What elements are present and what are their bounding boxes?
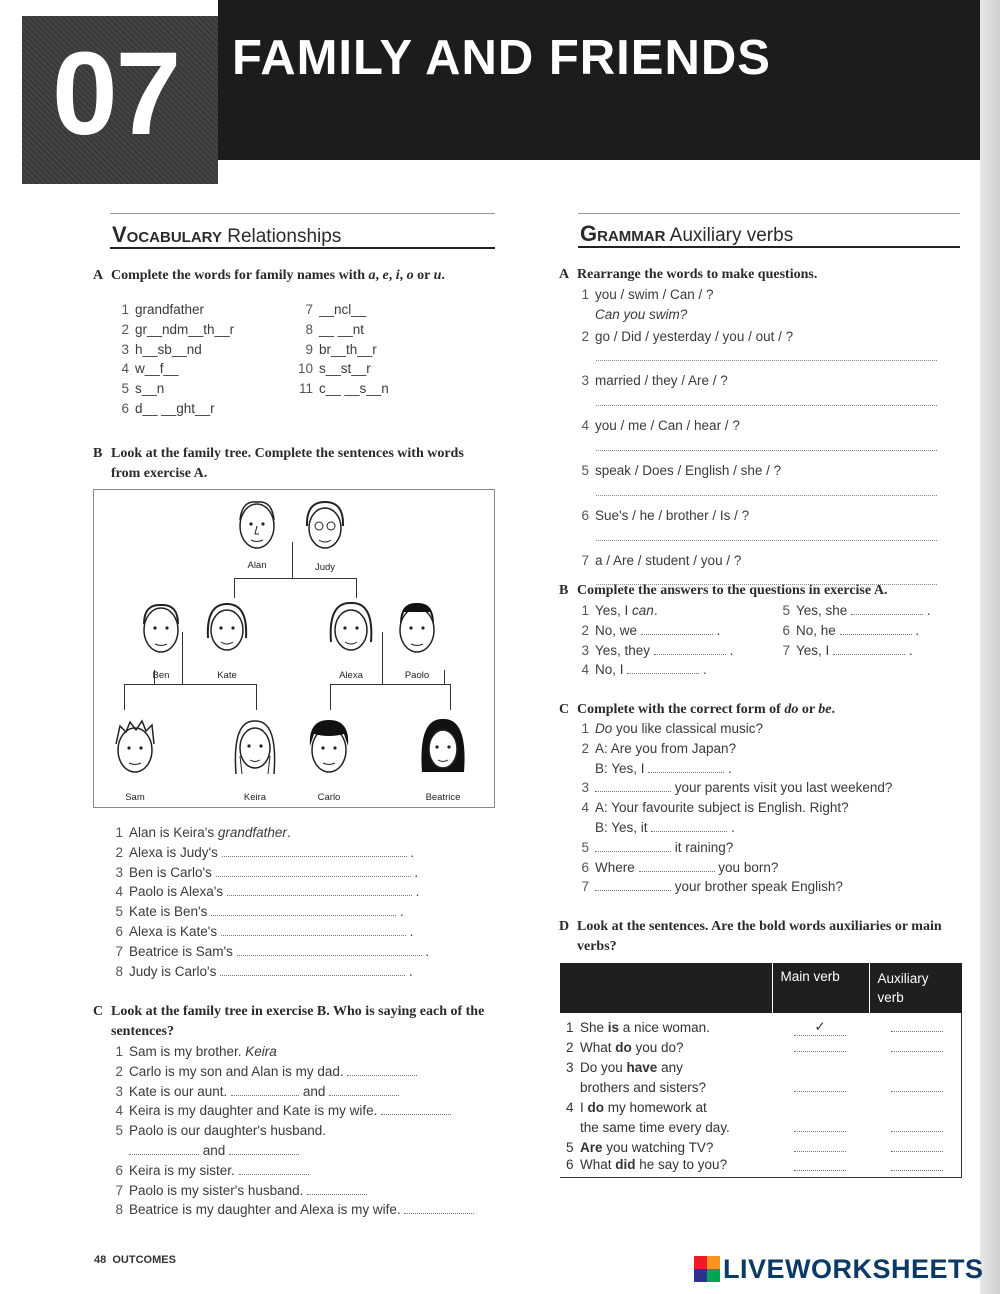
list-item: 5 Paolo is our daughter's husband. [115, 1123, 326, 1139]
family-tree [93, 489, 495, 808]
person-judy-icon [300, 496, 350, 558]
table-row-cont: the same time every day. [560, 1117, 962, 1137]
table-row: 1 She is a nice woman. ✓ [560, 1017, 962, 1037]
answer-blank[interactable] [840, 634, 912, 635]
table-row: 3 Do you have any [560, 1057, 962, 1077]
answer-blank[interactable] [221, 935, 406, 936]
person-keira-icon [230, 716, 280, 778]
list-item: 6 Where you born? [581, 859, 779, 875]
vocab-a-instruction: A Complete the words for family names with a, e, i, o or u. [93, 268, 445, 283]
list-item: 7 Beatrice is Sam's . [115, 943, 430, 959]
unit-title: FAMILY AND FRIENDS [232, 31, 771, 85]
grammar-d-instruction: D Look at the sentences. Are the bold words auxiliaries or main verbs? [559, 919, 942, 954]
vocab-c-instruction: C Look at the family tree in exercise B. Who is saying each of the sentences? [93, 1004, 485, 1039]
answer-line[interactable] [596, 450, 937, 451]
grammar-rule [578, 246, 960, 248]
person-alexa-icon [326, 598, 376, 660]
vocab-a-col1 [112, 300, 302, 419]
list-item: 1 grandfather [121, 302, 205, 317]
person-sam-icon [110, 716, 160, 778]
answer-blank[interactable] [641, 634, 713, 635]
answer-blank[interactable] [627, 673, 699, 674]
list-item: 4 No, I . [581, 662, 707, 678]
grammar-b-instruction: B Complete the answers to the questions in exercise A. [559, 583, 888, 598]
answer-blank[interactable] [404, 1213, 474, 1214]
table-row: 2 What do you do? [560, 1037, 962, 1057]
answer-blank[interactable] [211, 915, 396, 916]
list-item: 4 Keira is my daughter and Kate is my wife. [106, 1101, 501, 1121]
col-main-verb: Main verb [772, 963, 869, 1013]
liveworksheets-logo: LIVEWORKSHEETS [694, 1254, 984, 1285]
tree-name: Carlo [317, 792, 341, 803]
answer-blank[interactable] [220, 975, 405, 976]
person-paolo-icon [392, 598, 442, 660]
answer-blank[interactable] [239, 1174, 309, 1175]
list-item: 11 c__ __s__n [298, 381, 389, 397]
answer-blank[interactable] [595, 851, 671, 852]
answer-blank[interactable] [347, 1075, 417, 1076]
vocab-top-rule [110, 213, 495, 214]
grammar-b-col1 [572, 601, 772, 680]
person-alan-icon [232, 496, 282, 558]
grammar-top-rule [578, 213, 960, 214]
list-item: 6 No, he . [782, 622, 920, 638]
list-item: 5 it raining? [581, 839, 734, 855]
list-item: B: Yes, it . [595, 819, 735, 835]
list-item: 6 Sue's / he / brother / Is / ? [581, 507, 750, 523]
aux-verb-cell[interactable] [891, 1031, 943, 1032]
answer-blank[interactable] [654, 654, 726, 655]
main-verb-cell[interactable] [794, 1051, 846, 1052]
list-item: 6 d__ __ght__r [121, 400, 215, 416]
list-item: B: Yes, I . [595, 760, 732, 776]
answer-blank[interactable] [229, 1154, 299, 1155]
list-item: 5 Kate is Ben's . [115, 904, 404, 920]
grammar-a-items [572, 285, 937, 585]
vocab-rule [110, 247, 495, 249]
vocab-c-items [106, 1042, 501, 1220]
vocab-b-sentences [106, 823, 496, 981]
list-item: 2 go / Did / yesterday / you / out / ? [581, 328, 794, 344]
list-item: 9 br__th__r [305, 341, 377, 357]
col-auxiliary-verb: Auxiliary verb [869, 963, 962, 1013]
logo-icon [694, 1256, 720, 1282]
answer-blank[interactable] [595, 890, 671, 891]
tree-name: Keira [243, 792, 267, 803]
verbs-table [560, 963, 962, 1178]
person-beatrice-icon [418, 716, 468, 778]
person-kate-icon [202, 598, 252, 660]
answer-blank[interactable] [237, 955, 422, 956]
table-row: 6 What did he say to you? [560, 1157, 962, 1177]
list-item: 8 __ __nt [305, 321, 365, 337]
list-item: 5 s__n [121, 381, 165, 397]
list-item: 3 Ben is Carlo's . [115, 864, 419, 880]
list-item: 1 Do you like classical music? [581, 721, 764, 736]
list-item: 2 gr__ndm__th__r [121, 321, 235, 337]
vocab-heading: Vocabulary Relationships [112, 222, 342, 247]
list-item: 8 Judy is Carlo's . [115, 963, 413, 979]
answer-blank[interactable] [833, 654, 905, 655]
list-item: 3 h__sb__nd [121, 341, 202, 357]
tree-name: Alexa [339, 670, 363, 681]
person-ben-icon [136, 598, 186, 660]
unit-number: 07 [52, 28, 180, 160]
list-item: 3 married / they / Are / ? [581, 373, 728, 389]
list-item: 7 a / Are / student / you / ? [581, 552, 742, 568]
answer-blank[interactable] [307, 1194, 367, 1195]
tree-name: Ben [152, 670, 170, 681]
answer-blank[interactable] [222, 856, 407, 857]
answer-blank[interactable] [129, 1154, 199, 1155]
aux-verb-cell[interactable] [891, 1151, 943, 1152]
answer-blank[interactable] [648, 772, 724, 773]
list-item: 4 A: Your favourite subject is English. Right? [581, 800, 849, 816]
list-item: 2 Carlo is my son and Alan is my dad. [106, 1062, 501, 1082]
aux-verb-cell[interactable] [891, 1051, 943, 1052]
list-item: 3 Kate is our aunt. and [106, 1082, 501, 1102]
list-item: 6 Alexa is Kate's . [115, 923, 414, 939]
list-item: 7 Paolo is my sister's husband. [106, 1181, 501, 1201]
answer-line[interactable] [596, 360, 937, 361]
aux-verb-cell[interactable] [891, 1091, 943, 1092]
list-item: 3 your parents visit you last weekend? [581, 780, 893, 796]
answer-blank[interactable] [851, 614, 923, 615]
table-row: 4 I do my homework at [560, 1097, 962, 1117]
list-item: 4 Paolo is Alexa's . [115, 884, 420, 900]
main-verb-cell[interactable]: ✓ [794, 1019, 846, 1036]
table-row-cont: brothers and sisters? [560, 1077, 962, 1097]
model-answer: Can you swim? [595, 306, 688, 322]
page-footer: 48 OUTCOMES [94, 1254, 176, 1266]
grammar-a-instruction: A Rearrange the words to make questions. [559, 267, 818, 282]
person-carlo-icon [304, 716, 354, 778]
list-item: 5 speak / Does / English / she / ? [581, 462, 782, 478]
answer-blank[interactable] [639, 871, 715, 872]
list-item: 1 you / swim / Can / ? [581, 287, 714, 302]
list-item: 4 you / me / Can / hear / ? [581, 418, 740, 434]
answer-line[interactable] [596, 405, 937, 406]
list-item: 1 Alan is Keira's grandfather. [115, 825, 291, 840]
answer-blank[interactable] [381, 1114, 451, 1115]
grammar-b-col2 [773, 601, 953, 660]
grammar-c-items [572, 719, 942, 897]
page-edge-shadow [980, 0, 1000, 1294]
list-item: 7 your brother speak English? [581, 879, 843, 895]
aux-verb-cell[interactable] [891, 1131, 943, 1132]
answer-blank[interactable] [227, 895, 412, 896]
list-item: 2 A: Are you from Japan? [581, 740, 737, 756]
list-item: 2 Alexa is Judy's . [115, 844, 415, 860]
vocab-a-col2 [296, 300, 486, 399]
answer-blank[interactable] [595, 791, 671, 792]
main-verb-cell[interactable] [794, 1131, 846, 1132]
answer-line[interactable] [596, 495, 937, 496]
list-item: 5 Yes, she . [782, 603, 931, 618]
list-item: 7 Yes, I . [782, 642, 913, 658]
tree-name: Paolo [404, 670, 430, 681]
tree-name: Alan [247, 560, 267, 571]
list-item: 1 Yes, I can. [581, 603, 658, 618]
tree-name: Judy [314, 562, 336, 573]
tree-name: Beatrice [425, 792, 461, 803]
list-item: 4 w__f__ [121, 361, 179, 377]
grammar-c-instruction: C Complete with the correct form of do or be. [559, 702, 836, 717]
list-item: 8 Beatrice is my daughter and Alexa is my wife. [106, 1200, 501, 1220]
aux-verb-cell[interactable] [891, 1170, 943, 1171]
table-row: 5 Are you watching TV? [560, 1137, 962, 1157]
answer-blank[interactable] [231, 1095, 299, 1096]
grammar-heading: Grammar Auxiliary verbs [580, 221, 794, 246]
list-item: 3 Yes, they . [581, 642, 734, 658]
list-item: and [106, 1141, 501, 1161]
list-item: 10 s__st__r [297, 361, 371, 377]
main-verb-cell[interactable] [794, 1151, 846, 1152]
list-item: 7 __ncl__ [305, 302, 367, 317]
list-item: 2 No, we . [581, 622, 721, 638]
answer-blank[interactable] [329, 1095, 399, 1096]
table-header-blank [560, 963, 772, 1013]
answer-blank[interactable] [216, 876, 411, 877]
vocab-b-instruction: B Look at the family tree. Complete the sentences with words from exercise A. [93, 446, 464, 481]
answer-line[interactable] [596, 540, 937, 541]
answer-blank[interactable] [651, 831, 727, 832]
main-verb-cell[interactable] [794, 1170, 846, 1171]
tree-name: Kate [217, 670, 237, 681]
list-item: 6 Keira is my sister. [106, 1161, 501, 1181]
main-verb-cell[interactable] [794, 1091, 846, 1092]
tree-name: Sam [125, 792, 145, 803]
list-item: 1 Sam is my brother. Keira [115, 1044, 277, 1059]
